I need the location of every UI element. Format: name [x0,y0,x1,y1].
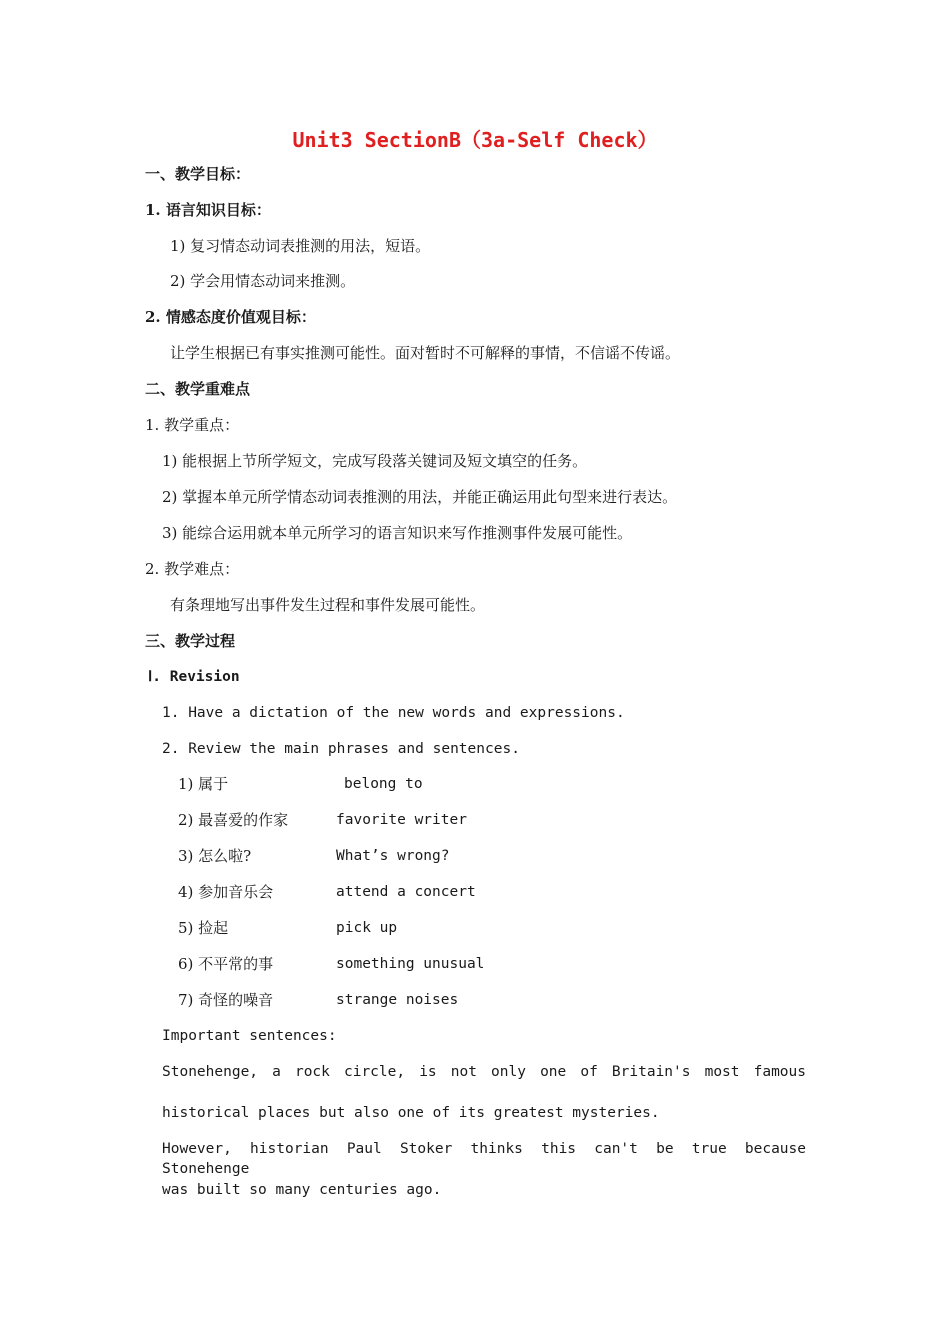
list-item: 1) 复习情态动词表推测的用法，短语。 [170,237,431,255]
vocab-chinese: 7) 奇怪的噪音 [178,991,274,1009]
sentence-line: historical places but also one of its greatest mysteries. [162,1105,660,1121]
list-item: 2) 学会用情态动词来推测。 [170,272,356,290]
list-item: 1) 能根据上节所学短文，完成写段落关键词及短文填空的任务。 [162,452,588,470]
subheading-difficulties: 2. 教学难点： [145,560,240,578]
sentence-line: However, historian Paul Stoker thinks this can't be true because Stonehenge [162,1141,806,1177]
part-heading-revision: Ⅰ. Revision [148,669,240,685]
important-sentences-label: Important sentences: [162,1028,337,1044]
step-item: 2. Review the main phrases and sentences. [162,741,520,757]
vocab-english: strange noises [336,992,459,1008]
page-title: Unit3 SectionB（3a-Self Check） [292,128,658,152]
sentence-line: was built so many centuries ago. [162,1182,442,1198]
step-item: 1. Have a dictation of the new words and expressions. [162,705,625,721]
vocab-english: belong to [344,776,423,792]
vocab-chinese: 1) 属于 [178,775,229,793]
section-heading-process: 三、教学过程 [145,632,236,650]
subheading-emotional-goals: 2. 情感态度价值观目标： [145,308,316,326]
list-item: 2) 掌握本单元所学情态动词表推测的用法，并能正确运用此句型来进行表达。 [162,488,678,506]
subheading-key-points: 1. 教学重点： [145,416,240,434]
vocab-english: favorite writer [336,812,467,828]
vocab-english: something unusual [336,956,485,972]
vocab-english: What’s wrong? [336,848,450,864]
vocab-chinese: 6) 不平常的事 [178,955,274,973]
list-item: 3) 能综合运用就本单元所学习的语言知识来写作推测事件发展可能性。 [162,524,633,542]
vocab-chinese: 5) 捡起 [178,919,229,937]
paragraph: 有条理地写出事件发生过程和事件发展可能性。 [170,596,486,614]
vocab-chinese: 2) 最喜爱的作家 [178,811,289,829]
vocab-chinese: 3) 怎么啦? [178,847,252,865]
sentence-line: Stonehenge, a rock circle, is not only one of Britain's most famous [162,1064,806,1080]
vocab-chinese: 4) 参加音乐会 [178,883,274,901]
subheading-language-goals: 1. 语言知识目标： [145,201,271,219]
section-heading-objectives: 一、教学目标： [145,165,251,183]
vocab-english: attend a concert [336,884,476,900]
vocab-english: pick up [336,920,398,936]
paragraph: 让学生根据已有事实推测可能性。面对暂时不可解释的事情，不信谣不传谣。 [170,344,681,362]
section-heading-key-points: 二、教学重难点 [145,380,251,398]
